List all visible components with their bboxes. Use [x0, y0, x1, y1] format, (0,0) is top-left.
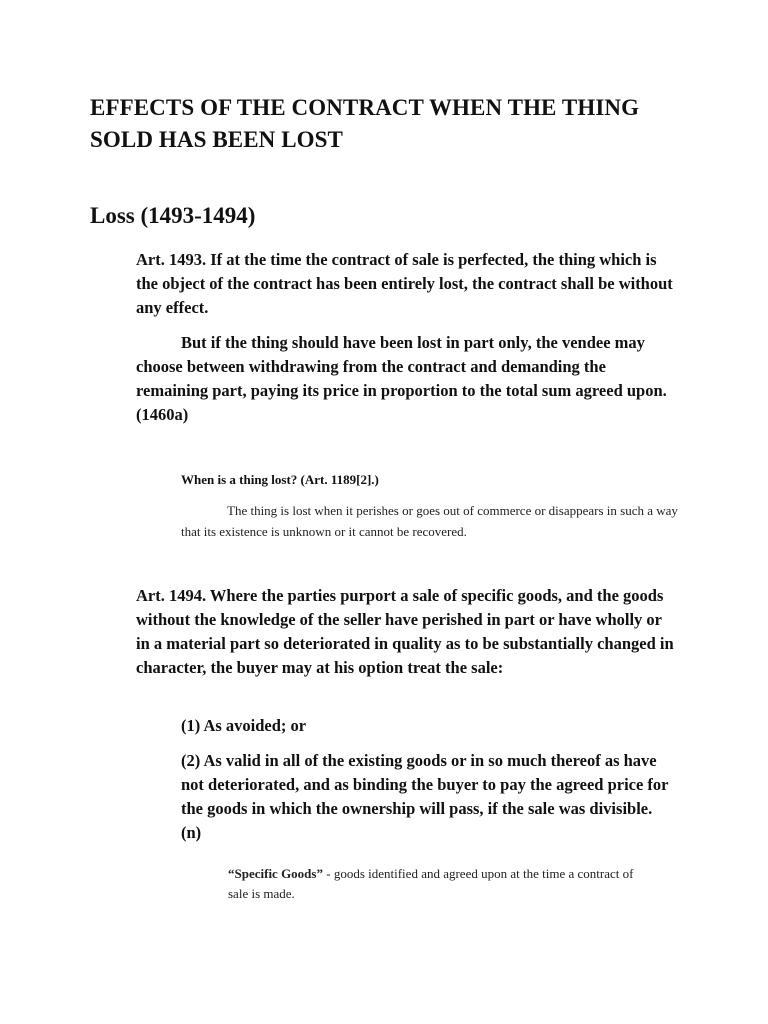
note-text: The thing is lost when it perishes or goes out of commerce or disappears in such a way that its existence is unknown or it cannot be recovered.: [181, 503, 678, 539]
document-title: EFFECTS OF THE CONTRACT WHEN THE THING SOLD HAS BEEN LOST: [90, 95, 640, 152]
definition-term: “Specific Goods”: [228, 866, 323, 881]
art-1494-item-2: (2) As valid in all of the existing goods or in so much thereof as have not deteriorated, and as binding the buyer to pay the agreed price for the goods in which the ownership will pass, if the sale was divisible. (n): [181, 751, 669, 842]
art-1493-paragraph: Art. 1493. If at the time the contract of sale is perfected, the thing which is the object of the contract has been entirely lost, the contract shall be without any effect.: [136, 250, 673, 317]
section-heading: Loss (1493-1494): [90, 203, 256, 228]
art-1494-paragraph: Art. 1494. Where the parties purport a sale of specific goods, and the goods without the knowledge of the seller have perished in part or have wholly or in a material part so deteriorated in quality as to be substantially changed in character, the buyer may at his option treat the sale:: [136, 586, 674, 677]
art-1493-second-paragraph: But if the thing should have been lost in part only, the vendee may choose between withdrawing from the contract and demanding the remaining part, paying its price in proportion to the total sum agreed upon. (1460a): [136, 333, 667, 424]
note-heading: When is a thing lost? (Art. 1189[2].): [181, 472, 379, 487]
definition-text: - goods identified and agreed upon at the time a contract of sale is made.: [228, 866, 634, 901]
definition-paragraph: [228, 864, 648, 904]
art-1494-item-1: (1) As avoided; or: [181, 716, 307, 735]
